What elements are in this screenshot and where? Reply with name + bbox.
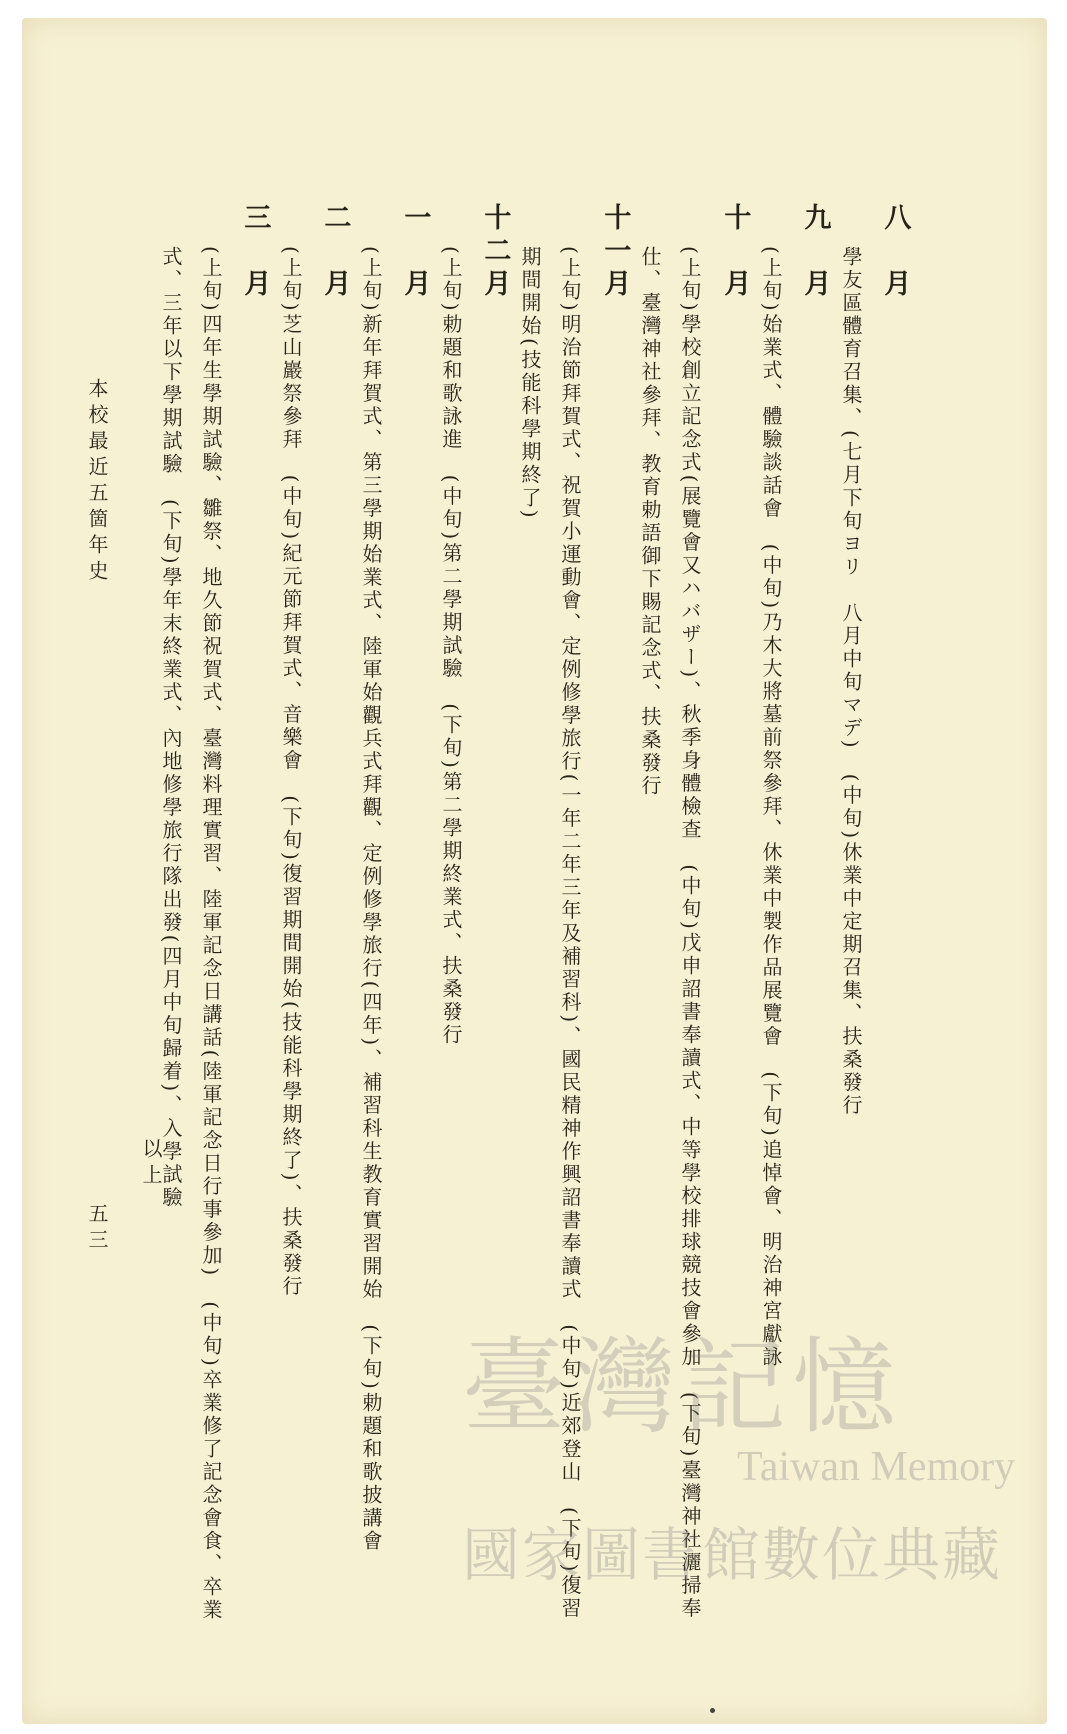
month-heading-november: 十一月 xyxy=(599,203,631,302)
month-events-march-line2: 式、三年以下學期試驗 (下旬)學年末終業式、內地修學旅行隊出發(四月中旬歸着)、入學試驗 xyxy=(159,246,183,1210)
month-events-february: (上旬)芝山巖祭參拜 (中旬)紀元節拜賀式、音樂會 (下旬)復習期間開始(技能科學期終了)、扶桑發行 xyxy=(279,246,303,1299)
month-events-october-line1: (上旬)學校創立記念式(展覽會又ハバザー)、秋季身體檢查 (中旬)戊申詔書奉讀式、中等學校排球競技會參加 (下旬)臺灣神社灑掃奉 xyxy=(678,246,702,1621)
month-heading-january: 一 月 xyxy=(399,203,431,302)
month-events-january: (上旬)新年拜賀式、第三學期始業式、陸軍始觀兵式拜觀、定例修學旅行(四年)、補習科生教育實習開始 (下旬)勅題和歌披講會 xyxy=(359,246,383,1553)
month-heading-september: 九 月 xyxy=(799,203,831,302)
month-events-march-line1: (上旬)四年生學期試驗、雛祭、地久節祝賀式、臺灣料理實習、陸軍記念日講話(陸軍記念日行事參加) (中旬)卒業修了記念會食、卒業 xyxy=(199,246,223,1622)
watermark-taiwan-memory-logo: 臺灣記憶 xyxy=(462,1326,903,1448)
month-events-august: 學友區體育召集、(七月下旬ヨリ 八月中旬マデ) (中旬)休業中定期召集、扶桑發行 xyxy=(839,246,863,1118)
month-events-november-line1: (上旬)明治節拜賀式、祝賀小運動會、定例修學旅行(一年二年三年及補習科)、國民精神作興詔書奉讀式 (中旬)近郊登山 (下旬)復習 xyxy=(558,246,582,1621)
month-events-december: (上旬)勅題和歌詠進 (中旬)第二學期試驗 (下旬)第二學期終業式、扶桑發行 xyxy=(439,246,463,1047)
watermark-library-name: 國家圖書館數位典藏 xyxy=(462,1521,1003,1589)
print-dot xyxy=(710,1708,715,1713)
month-heading-february: 二 月 xyxy=(319,203,351,302)
watermark-english: Taiwan Memory xyxy=(737,1444,1016,1490)
month-heading-august: 八 月 xyxy=(879,203,911,302)
month-events-november-line2: 期間開始(技能科學期終了) xyxy=(518,246,542,521)
month-heading-march: 三 月 xyxy=(239,203,271,302)
page-number: 五三 xyxy=(85,1203,109,1255)
month-heading-october: 十 月 xyxy=(719,203,751,302)
closing-mark: 以上 xyxy=(139,1138,163,1190)
running-title: 本校最近五箇年史 xyxy=(85,378,109,586)
month-heading-december: 十二月 xyxy=(479,203,511,302)
document-page xyxy=(22,18,1047,1724)
month-events-september: (上旬)始業式、體驗談話會 (中旬)乃木大將墓前祭參拜、休業中製作品展覽會 (下旬)追悼會、明治神宮獻詠 xyxy=(759,246,783,1369)
month-events-october-line2: 仕、臺灣神社參拜、教育勅語御下賜記念式、扶桑發行 xyxy=(638,246,662,798)
